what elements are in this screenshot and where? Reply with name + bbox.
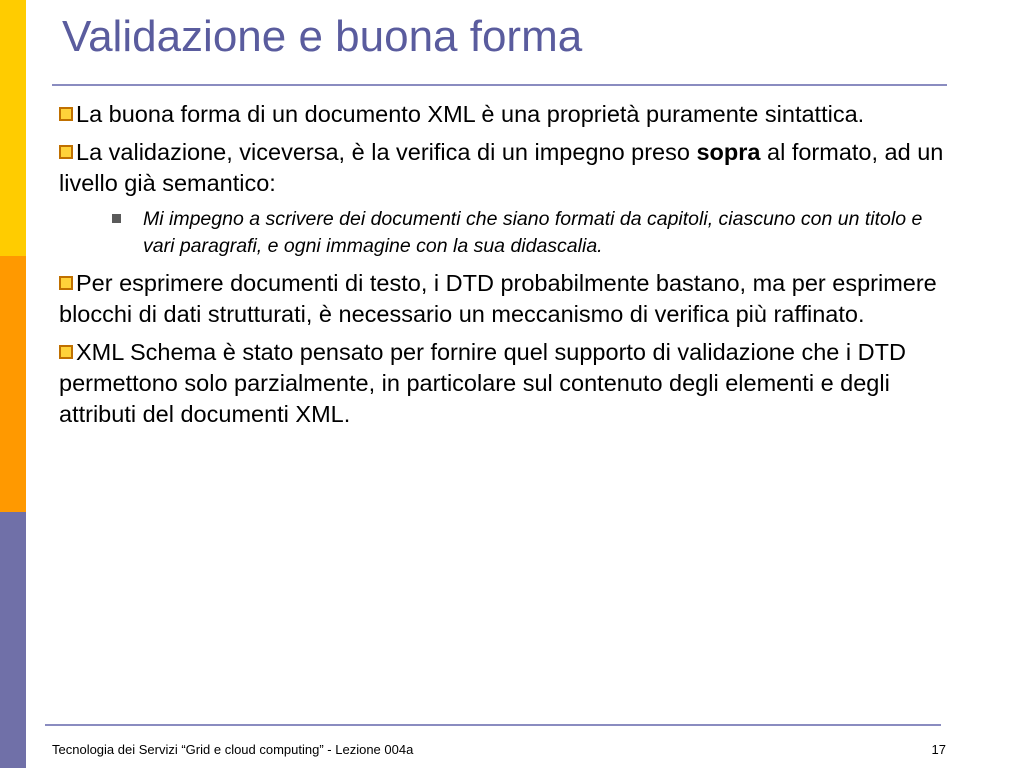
- bullet-text-after: al formato, ad un livello già semantico:: [59, 139, 944, 196]
- slide-title: Validazione e buona forma: [62, 12, 583, 61]
- bullet-text-before: La validazione, viceversa, è la verifica di un impegno preso: [76, 139, 697, 165]
- bullet-text: La buona forma di un documento XML è una proprietà puramente sintattica.: [76, 101, 865, 127]
- decorative-stripe-yellow: [0, 0, 26, 256]
- sub-bullet-text: Mi impegno a scrivere dei documenti che siano formati da capitoli, ciascuno con un titolo e vari paragrafi, e ogni immagine con la sua didascalia.: [143, 208, 923, 257]
- sub-bullet-item: [143, 206, 949, 260]
- decorative-stripe-purple: [0, 512, 26, 768]
- bullet-item-2: [59, 137, 949, 199]
- square-bullet-icon: [59, 107, 73, 121]
- footer-divider: [45, 724, 941, 726]
- bullet-text-bold: sopra: [696, 139, 761, 165]
- square-bullet-icon: [59, 276, 73, 290]
- filled-square-bullet-icon: [112, 214, 121, 223]
- footer-text: Tecnologia dei Servizi “Grid e cloud computing” - Lezione 004a: [52, 742, 414, 757]
- square-bullet-icon: [59, 145, 73, 159]
- title-divider: [52, 84, 947, 86]
- bullet-item-1: [59, 99, 949, 130]
- bullet-item-3: [59, 268, 949, 330]
- slide-content: [59, 99, 949, 437]
- bullet-text: Per esprimere documenti di testo, i DTD probabilmente bastano, ma per esprimere blocchi di dati strutturati, è necessario un meccanismo di verifica più raffinato.: [59, 270, 937, 327]
- bullet-text: XML Schema è stato pensato per fornire quel supporto di validazione che i DTD permettono solo parzialmente, in particolare sul contenuto degli elementi e degli attributi del documenti XML.: [59, 339, 906, 427]
- decorative-stripe-orange: [0, 256, 26, 512]
- bullet-item-4: [59, 337, 949, 430]
- square-bullet-icon: [59, 345, 73, 359]
- page-number: 17: [931, 742, 946, 757]
